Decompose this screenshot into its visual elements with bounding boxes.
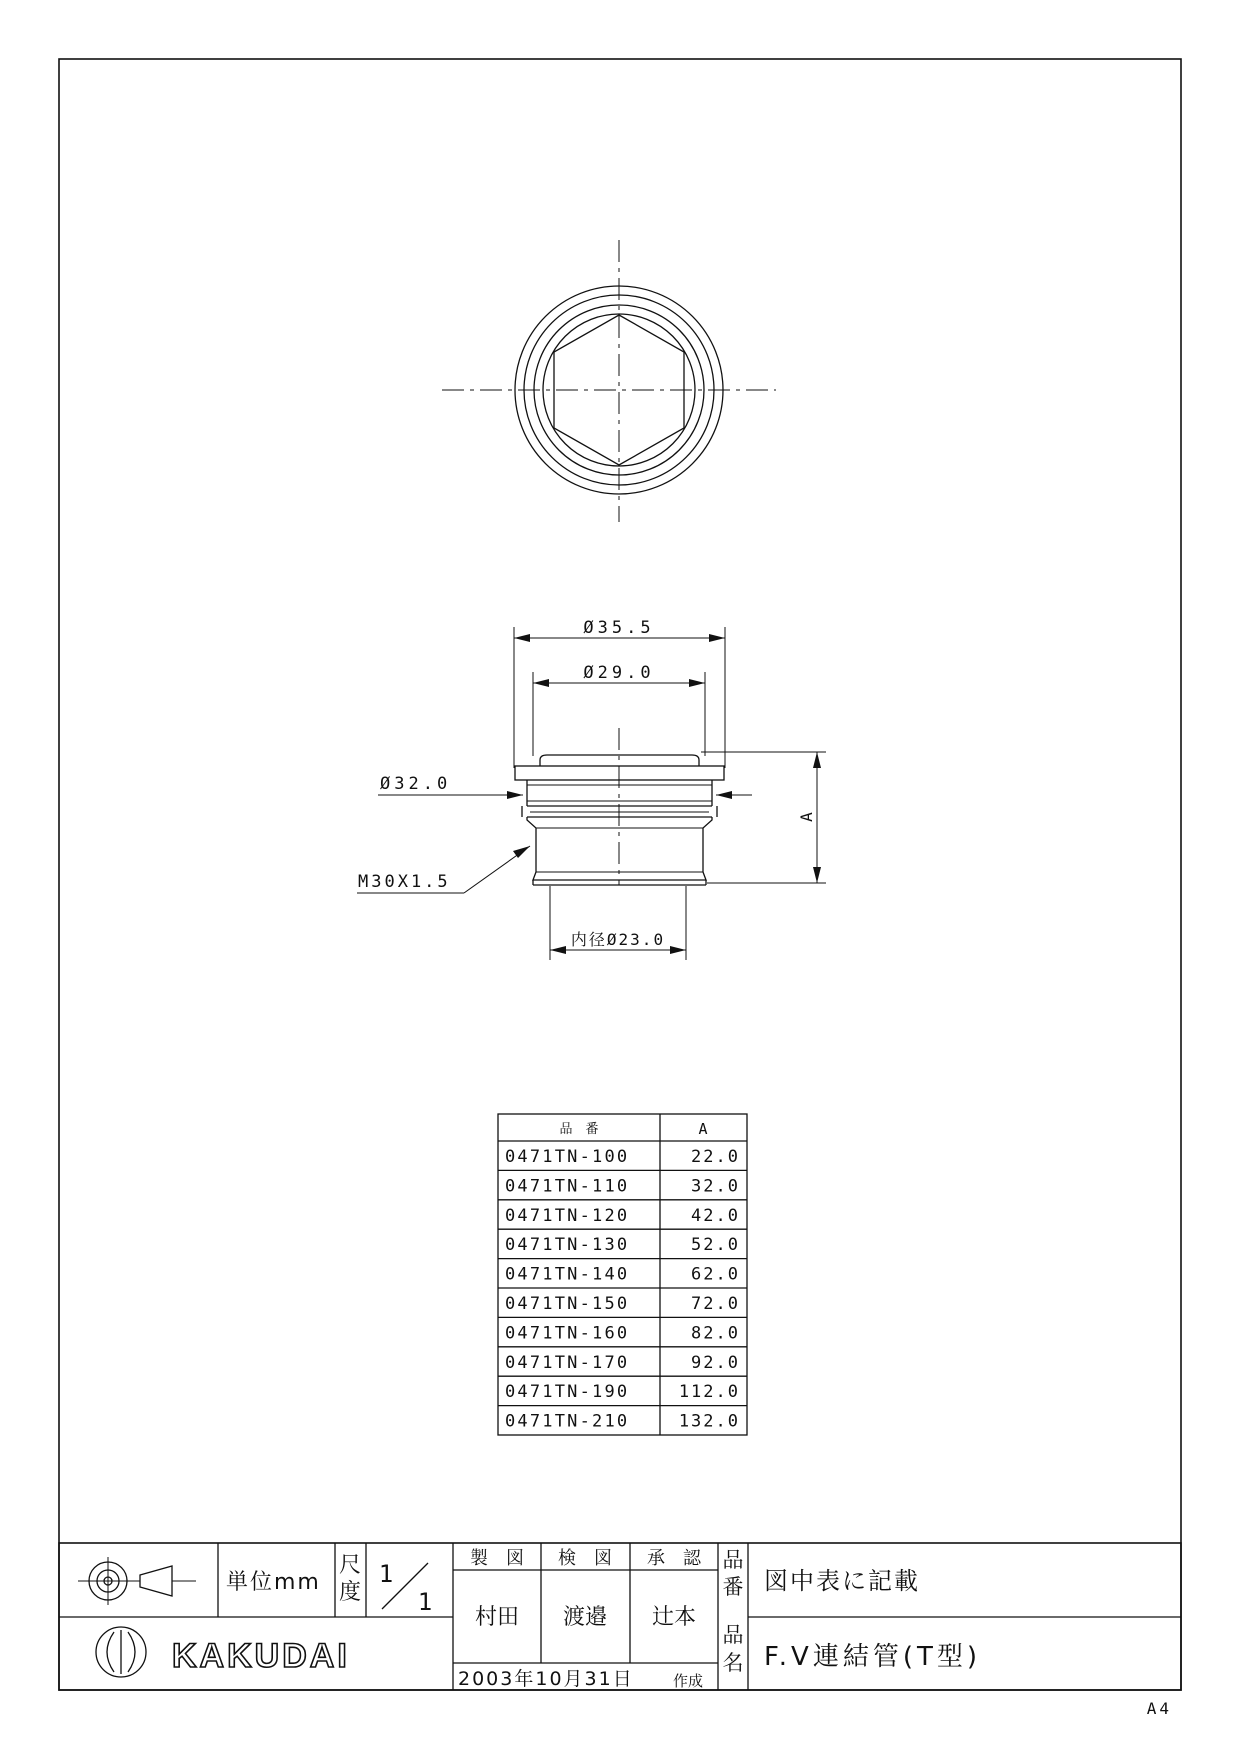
kakudai-logo-mark [96,1627,146,1677]
part-name-value: F.V連結管(T型) [764,1642,981,1672]
table-cell-part-no: 0471TN-120 [505,1205,630,1226]
drawn-by: 村田 [474,1605,520,1630]
table-cell-a: 82.0 [691,1323,740,1344]
dim-groove-diameter: Ø32.0 [380,774,452,794]
dim-length-a: A [797,812,816,822]
unit-label: 単位mm [226,1570,321,1595]
part-no-value: 図中表に記載 [764,1567,920,1595]
part-number-table [498,1114,747,1435]
table-cell-a: 62.0 [691,1264,740,1285]
part-no-label-2: 番 [722,1575,744,1599]
table-header-part-no: 品 番 [559,1122,599,1137]
brand-name: KAKUDAI [172,1637,350,1675]
table-cell-part-no: 0471TN-170 [505,1352,630,1373]
drawing-date: 2003年10月31日 [458,1668,634,1690]
table-cell-part-no: 0471TN-110 [505,1176,630,1197]
side-view [515,728,724,885]
top-view [442,240,776,522]
table-cell-part-no: 0471TN-140 [505,1264,630,1285]
table-cell-a: 92.0 [691,1352,740,1373]
dim-thread: M30X1.5 [358,872,451,892]
table-cell-a: 132.0 [678,1411,740,1432]
table-cell-a: 112.0 [678,1382,740,1403]
scale-label-1: 尺 [338,1553,362,1578]
scale-numerator: 1 [378,1560,394,1588]
checked-by: 渡邉 [562,1605,608,1630]
table-cell-part-no: 0471TN-210 [505,1411,630,1432]
paper-size: A4 [1146,1699,1172,1718]
table-cell-a: 52.0 [691,1235,740,1256]
created-label: 作成 [672,1672,704,1690]
table-cell-part-no: 0471TN-190 [505,1382,630,1403]
table-cell-a: 32.0 [691,1176,740,1197]
scale-label-2: 度 [338,1580,362,1605]
drawn-label: 製 図 [470,1548,524,1569]
table-cell-a: 22.0 [691,1147,740,1167]
checked-label: 検 図 [558,1548,612,1569]
table-cell-part-no: 0471TN-160 [505,1323,630,1344]
part-name-label-1: 品 [722,1623,744,1647]
table-cell-part-no: 0471TN-150 [505,1294,630,1314]
table-cell-a: 72.0 [691,1294,740,1314]
table-cell-a: 42.0 [691,1205,740,1226]
dim-outer-diameter: Ø35.5 [583,618,655,638]
dim-inner-diameter: 内径Ø23.0 [570,930,666,949]
drawing-frame [59,59,1181,1690]
approved-by: 辻本 [651,1605,697,1630]
table-cell-part-no: 0471TN-100 [505,1147,630,1167]
part-no-label-1: 品 [722,1548,744,1572]
part-name-label-2: 名 [722,1651,744,1675]
table-header-a: A [698,1120,708,1138]
approved-label: 承 認 [647,1548,701,1569]
scale-denominator: 1 [417,1588,433,1616]
table-cell-part-no: 0471TN-130 [505,1235,630,1256]
dim-top-diameter: Ø29.0 [583,663,655,683]
